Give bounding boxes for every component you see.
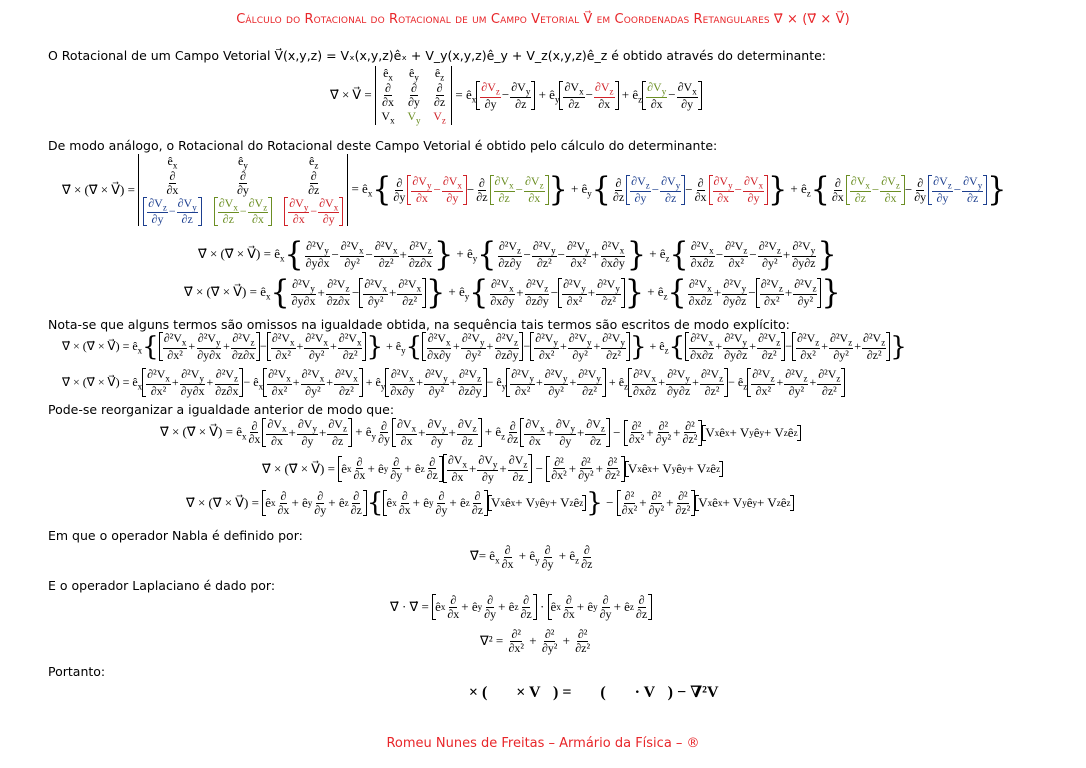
note-text: Nota-se que alguns termos são omissos na igualdade obtida, na sequência tais termos são escritos de modo explícito: [48,317,790,332]
nabla-definition: ∇⃗= $ê_x$ $\frac{\partial}{\partial x}$ + $ê_y$ $\frac{\partial}{\partial y}$ + $ê_z$ $\frac{\partial}{\partial z}$ [470,543,593,571]
nabla-paragraph [48,528,303,543]
nabla-text: Em que o operador Nabla é definido por: [48,528,303,543]
intro-text: O Rotacional de um Campo Vetorial V⃗(x,y,z) = Vₓ(x,y,z)êₓ + V_y(x,y,z)ê_y + V_z(x,y,z)ê_z é obtido através do determinante: [48,48,827,63]
curl-curl-determinant: ∇⃗ × (∇⃗ × V⃗) = $ê_x$ $ê_y$ $ê_z$ $\frac{\partial}{\partial x}$ $\frac{\partial}{\partial y}$ $\frac{\partial}{\partial z}$ $\frac{\partial V_z}{\partial y}$ − $\frac{\partial V_y}{\partial z}$ $\frac{\partial V_x}{\partial z}$ − $\frac{\partial V_z}{\partial x}$ $\frac{\partial V_y}{\partial x}$ − $\frac{\partial V_x}{\partial y}$ = $ê_x$ { $\frac{\partial}{\partial y}$ $\frac{\partial V_y}{\partial x}$ − $\frac{\partial V_x}{\partial y}$ − $\frac{\partial}{\partial z}$ $\frac{\partial V_x}{\partial z}$ − $\frac{\partial V_z}{\partial x}$ } + $ê_y$ { $\frac{\partial}{\partial z}$ $\frac{\partial V_z}{\partial y}$ − $\frac{\partial V_y}{\partial z}$ − $\frac{\partial}{\partial x}$ $\frac{\partial V_y}{\partial x}$ − $\frac{\partial V_x}{\partial y}$ } + $ê_z$ { $\frac{\partial}{\partial x}$ $\frac{\partial V_x}{\partial z}$ − $\frac{\partial V_z}{\partial x}$ − $\frac{\partial}{\partial y}$ $\frac{\partial V_z}{\partial y}$ − $\frac{\partial V_y}{\partial z}$ } [62,154,1007,227]
expanded-equation-2: ∇⃗ × (∇⃗ × V⃗) = $ê_x$ { $\frac{\partial^2V_y}{\partial y\partial x}$ + $\frac{\partial^2V_z}{\partial z\partial x}$ − $\frac{\partial^2V_x}{\text{∂y²}}$ + $\frac{\partial^2V_x}{\text{∂z²}}$ } + $ê_y$ { $\frac{\partial^2V_x}{\partial x\partial y}$ + $\frac{\partial^2V_z}{\partial z\partial y}$ − $\frac{\partial^2V_y}{\text{∂x²}}$ + $\frac{\partial^2V_y}{\text{∂z²}}$ } + $ê_z$ { $\frac{\partial^2V_x}{\partial x\partial z}$ + $\frac{\partial^2V_y}{\partial y\partial z}$ − $\frac{\partial^2V_z}{\text{∂x²}}$ + $\frac{\partial^2V_z}{\text{∂y²}}$ } [184,273,841,312]
author-signature: Romeu Nunes de Freitas – Armário da Física – ® [386,736,700,751]
reorganized-equation-3: ∇⃗ × (∇⃗ × V⃗) = ê x $\frac{\partial}{\partial x}$ + ê y $\frac{\partial}{\partial y}$ + ê z $\frac{\partial}{\partial z}$ { ê x $\frac{\partial}{\partial x}$ + ê y $\frac{\partial}{\partial y}$ + ê z $\frac{\partial}{\partial z}$ V x ê x + V y ê y + V z ê z } − $\frac{\text{∂²}}{\text{∂x²}}$ + $\frac{\text{∂²}}{\text{∂y²}}$ + $\frac{\text{∂²}}{\text{∂z²}}$ V x ê x + V y ê y + V z ê z [186,490,794,516]
laplacian-dot-product: ∇⃗ · ∇⃗ = ê x $\frac{\partial}{\partial x}$ + ê y $\frac{\partial}{\partial y}$ + ê z $\frac{\partial}{\partial z}$ · ê x $\frac{\partial}{\partial x}$ + ê y $\frac{\partial}{\partial y}$ + ê z $\frac{\partial}{\partial z}$ [390,594,652,620]
final-identity [440,682,731,702]
laplacian-text: E o operador Laplaciano é dado por: [48,578,276,593]
page-title: Cálculo do Rotacional do Rotacional de um Campo Vetorial V⃗ em Coordenadas Retangulares ∇⃗ × (∇⃗ × V⃗) [236,12,850,27]
laplacian-paragraph [48,578,275,593]
curl-equation: ∇⃗ × V⃗ = $ê_x$ $ê_y$ $ê_z$ $\frac{\partial}{\partial x}$ $\frac{\partial}{\partial y}$ $\frac{\partial}{\partial z}$ $V_x$ $V_y$ $V_z$ = $ê_x$ $\frac{\partial V_z}{\partial y}$ − $\frac{\partial V_y}{\partial z}$ + $ê_y$ $\frac{\partial V_x}{\partial z}$ − $\frac{\partial V_z}{\partial x}$ + $ê_z$ $\frac{\partial V_y}{\partial x}$ − $\frac{\partial V_x}{\partial y}$ [330,66,702,125]
reorganize-text: Pode-se reorganizar a igualdade anterior de modo que: [48,402,395,417]
therefore-text: Portanto: [48,664,106,679]
laplacian-definition: ∇² = $\frac{\text{∂²}}{\text{∂x²}}$ + $\frac{\text{∂²}}{\text{∂y²}}$ + $\frac{\text{∂²}}{\text{∂z²}}$ [480,627,591,655]
reorganized-equation-2: ∇⃗ × (∇⃗ × V⃗) = ê x $\frac{\partial}{\partial x}$ + ê y $\frac{\partial}{\partial y}$ + ê z $\frac{\partial}{\partial z}$ $\frac{\partial V_x}{\partial x}$ + $\frac{\partial V_y}{\partial y}$ + $\frac{\partial V_z}{\partial z}$ − $\frac{\text{∂²}}{\text{∂x²}}$ + $\frac{\text{∂²}}{\text{∂y²}}$ + $\frac{\text{∂²}}{\text{∂z²}}$ V x ê x + V y ê y + V z ê z [262,454,723,483]
analog-text: De modo análogo, o Rotacional do Rotacional deste Campo Vetorial é obtido pelo cálculo do determinante: [48,138,718,153]
analog-paragraph [48,138,717,153]
reorganize-paragraph [48,402,394,417]
expanded-equation-1: ∇⃗ × (∇⃗ × V⃗) = $ê_x$ { $\frac{\partial^2V_y}{\partial y\partial x}$ − $\frac{\partial^2V_x}{\text{∂y²}}$ − $\frac{\partial^2V_x}{\text{∂z²}}$ + $\frac{\partial^2V_z}{\partial z\partial x}$ } + $ê_y$ { $\frac{\partial^2V_z}{\partial z\partial y}$ − $\frac{\partial^2V_y}{\text{∂z²}}$ − $\frac{\partial^2V_y}{\text{∂x²}}$ + $\frac{\partial^2V_x}{\partial x\partial y}$ } + $ê_z$ { $\frac{\partial^2V_x}{\partial x\partial z}$ − $\frac{\partial^2V_z}{\text{∂x²}}$ − $\frac{\partial^2V_z}{\text{∂y²}}$ + $\frac{\partial^2V_y}{\partial y\partial z}$ } [198,235,837,274]
note-paragraph [48,317,790,332]
reorganized-equation-1: ∇⃗ × (∇⃗ × V⃗) = $ê_x$ $\frac{\partial}{\partial x}$ $\frac{\partial V_x}{\partial x}$ + $\frac{\partial V_y}{\partial y}$ + $\frac{\partial V_z}{\partial z}$ + $ê_y$ $\frac{\partial}{\partial y}$ $\frac{\partial V_x}{\partial x}$ + $\frac{\partial V_y}{\partial y}$ + $\frac{\partial V_z}{\partial z}$ + $ê_z$ $\frac{\partial}{\partial z}$ $\frac{\partial V_x}{\partial x}$ + $\frac{\partial V_y}{\partial y}$ + $\frac{\partial V_z}{\partial z}$ − $\frac{\text{∂²}}{\text{∂x²}}$ + $\frac{\text{∂²}}{\text{∂y²}}$ + $\frac{\text{∂²}}{\text{∂z²}}$ V x ê x + V y ê y + V z ê z [160,418,801,447]
therefore-paragraph [48,664,105,679]
explicit-equation-1: ∇⃗ × (∇⃗ × V⃗) = $ê_x$ { $\frac{\partial^2V_x}{\text{∂x²}}$ + $\frac{\partial^2V_y}{\partial y\partial x}$ + $\frac{\partial^2V_z}{\partial z\partial x}$ − $\frac{\partial^2V_x}{\text{∂x²}}$ + $\frac{\partial^2V_x}{\text{∂y²}}$ + $\frac{\partial^2V_x}{\text{∂z²}}$ } + $ê_y$ { $\frac{\partial^2V_x}{\partial x\partial y}$ + $\frac{\partial^2V_y}{\text{∂y²}}$ + $\frac{\partial^2V_z}{\partial z\partial y}$ − $\frac{\partial^2V_y}{\text{∂x²}}$ + $\frac{\partial^2V_y}{\text{∂y²}}$ + $\frac{\partial^2V_y}{\text{∂z²}}$ } + $ê_z$ { $\frac{\partial^2V_x}{\partial x\partial z}$ + $\frac{\partial^2V_y}{\partial y\partial z}$ + $\frac{\partial^2V_z}{\text{∂z²}}$ − $\frac{\partial^2V_z}{\text{∂x²}}$ + $\frac{\partial^2V_z}{\text{∂y²}}$ + $\frac{\partial^2V_z}{\text{∂z²}}$ } [62,331,907,362]
intro-paragraph [48,48,826,63]
final-identity-text: ∇⃗ × (∇⃗ × V⃗) = ∇⃗(∇⃗ · V⃗) − ∇²V⃗ [440,684,731,701]
explicit-equation-2: ∇⃗ × (∇⃗ × V⃗) = $ê_x$ $\frac{\partial^2V_x}{\text{∂x²}}$ + $\frac{\partial^2V_y}{\partial y\partial x}$ + $\frac{\partial^2V_z}{\partial z\partial x}$ − $ê_x$ $\frac{\partial^2V_x}{\text{∂x²}}$ + $\frac{\partial^2V_x}{\text{∂y²}}$ + $\frac{\partial^2V_x}{\text{∂z²}}$ + $ê_y$ $\frac{\partial^2V_x}{\partial x\partial y}$ + $\frac{\partial^2V_y}{\text{∂y²}}$ + $\frac{\partial^2V_z}{\partial z\partial y}$ − $ê_y$ $\frac{\partial^2V_y}{\text{∂x²}}$ + $\frac{\partial^2V_y}{\text{∂y²}}$ + $\frac{\partial^2V_y}{\text{∂z²}}$ + $ê_z$ $\frac{\partial^2V_x}{\partial x\partial z}$ + $\frac{\partial^2V_y}{\partial y\partial z}$ + $\frac{\partial^2V_z}{\text{∂z²}}$ − $ê_z$ $\frac{\partial^2V_z}{\text{∂x²}}$ + $\frac{\partial^2V_z}{\text{∂y²}}$ + $\frac{\partial^2V_z}{\text{∂z²}}$ [62,368,845,397]
